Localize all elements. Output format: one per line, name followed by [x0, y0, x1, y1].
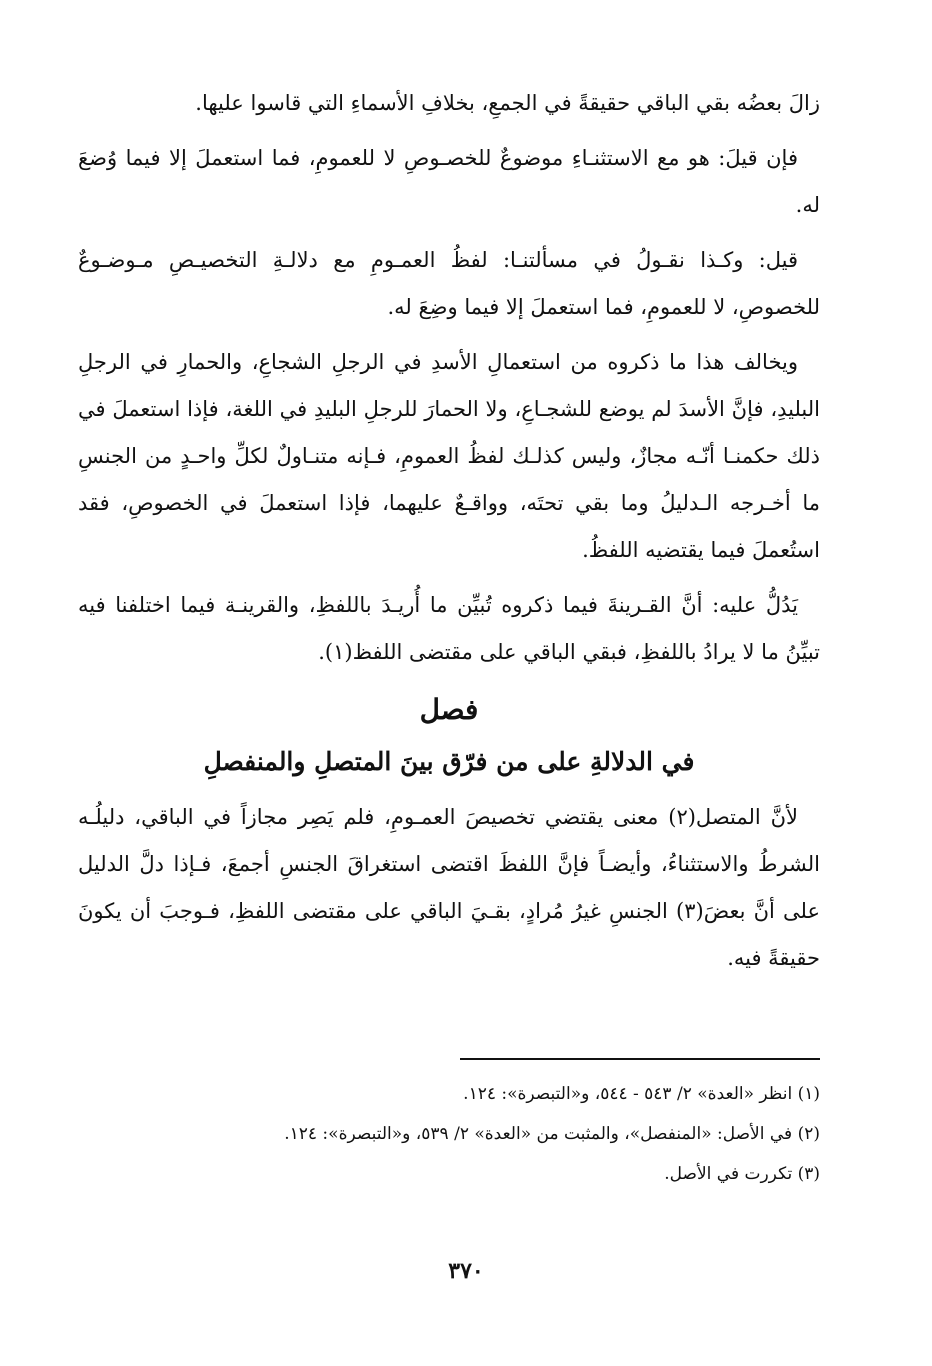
page-number: ٣٧٠ — [448, 1258, 484, 1284]
section-heading: فصل — [419, 693, 479, 726]
footnotes — [150, 1074, 820, 1194]
main-text — [78, 80, 820, 990]
section-subheading: في الدلالةِ على من فرّق بينَ المتصلِ والمنفصلِ — [203, 747, 695, 776]
paragraph: يَدُلُّ عليه: أنَّ القـرينةَ فيما ذكروه تُبيِّن ما أُريـدَ باللفظِ، والقرينـة فيما اختلفنا فيه تبيِّنُ ما لا يرادُ باللفظِ، فبقي الباقي على مقتضى اللفظ(١). — [78, 593, 820, 664]
footnote: (١) انظر «العدة» ٢/ ٥٤٣ - ٥٤٤، و«التبصرة»: ١٢٤. — [463, 1084, 820, 1104]
footnote: (٢) في الأصل: «المنفصل»، والمثبت من «العدة» ٢/ ٥٣٩، و«التبصرة»: ١٢٤. — [284, 1124, 820, 1144]
paragraph: ويخالف هذا ما ذكروه من استعمالِ الأسدِ في الرجلِ الشجاعِ، والحمارِ في الرجلِ البليدِ، فإنَّ الأسدَ لم يوضع للشجـاعِ، ولا الحمارَ للرجلِ البليدِ في اللغة، فإذا استعملَ في ذلك حكمنـا أنّـه مجازٌ، وليس كذلـك لفظُ العمومِ، فـإنه متنـاولٌ لكلِّ واحـدٍ من الجنسِ ما أخـرجه الـدليلُ وما بقي تحتَه، وواقـعٌ عليهما، فإذا استعملَ في الخصوصِ، فقد استُعملَ فيما يقتضيه اللفظُ. — [78, 350, 820, 562]
paragraph: زالَ بعضُه بقي الباقي حقيقةً في الجمعِ، بخلافِ الأسماءِ التي قاسوا عليها. — [195, 91, 820, 115]
paragraph: قيل: وكـذا نقـولُ في مسألتنـا: لفظُ العمـومِ مع دلالـةِ التخصيـصِ مـوضـوعٌ للخصوصِ، لا للعمومِ، فما استعملَ إلا فيما وضِعَ له. — [78, 248, 820, 319]
paragraph: فإن قيلَ: هو مع الاستثنـاءِ موضوعٌ للخصـوصِ لا للعمومِ، فما استعملَ إلا فيما وُضعَ له. — [78, 146, 820, 217]
footnote: (٣) تكررت في الأصل. — [664, 1164, 820, 1184]
paragraph: لأنَّ المتصل(٢) معنى يقتضي تخصيصَ العمـومِ، فلم يَصِر مجازاً في الباقي، دليلُـه الشرطُ والاستثناءُ، وأيضـاً فإنَّ اللفظَ اقتضى استغراقَ الجنسِ أجمعَ، فـإذا دلَّ الدليل على أنَّ بعضَ(٣) الجنسِ غيرُ مُرادٍ، بقـيَ الباقي على مقتضى اللفظِ، فـوجبَ أن يكونَ حقيقةً فيه. — [78, 805, 820, 970]
footnote-divider — [460, 1058, 820, 1060]
